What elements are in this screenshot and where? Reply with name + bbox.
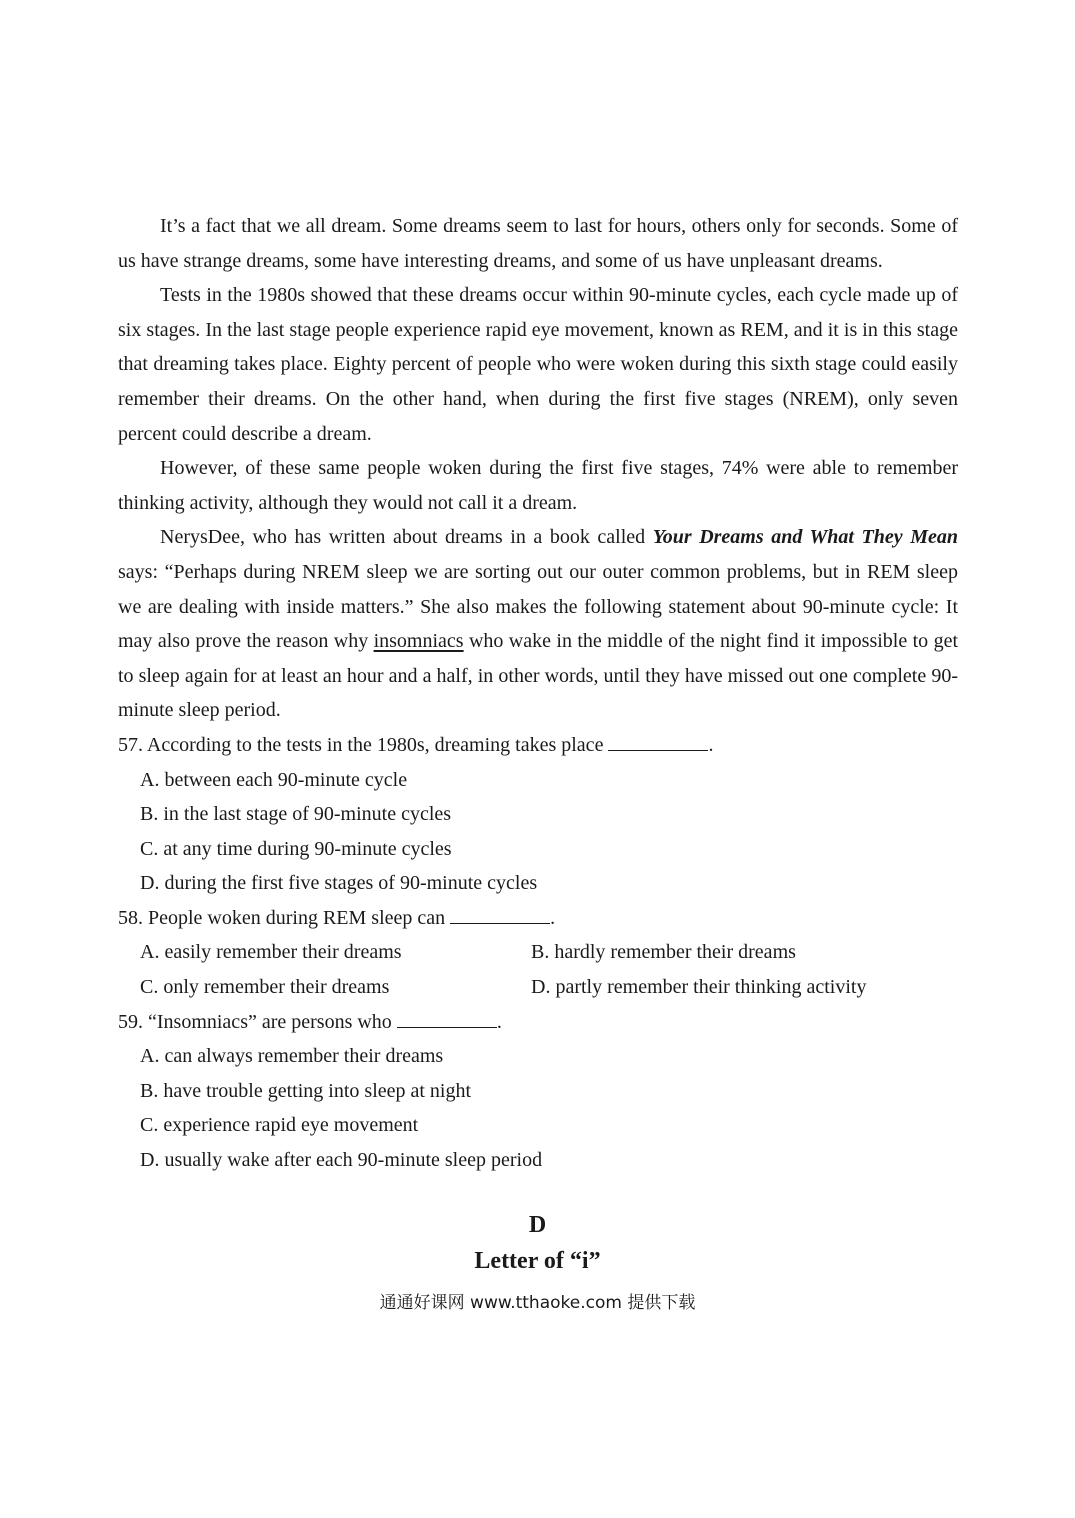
section-title: Letter of “i” [474, 1248, 601, 1274]
question-stem [118, 901, 958, 936]
question-stem [118, 728, 958, 763]
option-d: D. during the first five stages of 90-minute cycles [140, 872, 538, 895]
page-footer: 通通好课网 www.tthaoke.com 提供下载 [379, 1293, 696, 1313]
answer-blank [608, 732, 708, 751]
paragraph-4-part-c: who wake in the middle of the night find it impossible to get to sleep again for at least an hour and a half, in other words, until they have missed out one complete 90-minute sleep period. [118, 630, 959, 722]
book-title: Your Dreams and What They Mean [652, 526, 958, 549]
question-stem [118, 1005, 958, 1040]
question-stem-text: 57. According to the tests in the 1980s, dreaming takes place [118, 733, 604, 756]
question-stem-end: . [550, 906, 556, 929]
option-d: D. partly remember their thinking activity [531, 976, 867, 999]
paragraph-4-part-a: NerysDee, who has written about dreams in a book called [160, 526, 653, 549]
question-57 [118, 728, 958, 901]
option-c: C. experience rapid eye movement [140, 1114, 419, 1137]
option-a: A. easily remember their dreams [140, 941, 402, 964]
answer-blank [397, 1009, 497, 1028]
question-59 [118, 1005, 958, 1178]
section-letter: D [528, 1212, 547, 1238]
option-a: A. can always remember their dreams [140, 1045, 444, 1068]
option-row [140, 970, 958, 1005]
question-stem-text: 59. “Insomniacs” are persons who [118, 1010, 392, 1033]
question-stem-text: 58. People woken during REM sleep can [118, 906, 446, 929]
reading-passage [118, 209, 958, 1178]
option-a: A. between each 90-minute cycle [140, 768, 408, 791]
question-stem-end: . [708, 733, 714, 756]
paragraph-4 [118, 520, 958, 728]
option-b: B. in the last stage of 90-minute cycles [140, 803, 452, 826]
option-d: D. usually wake after each 90-minute sleep period [140, 1149, 543, 1172]
answer-blank [450, 905, 550, 924]
option-b: B. hardly remember their dreams [531, 941, 796, 964]
question-58 [118, 901, 958, 1005]
option-row [140, 935, 958, 970]
option-c: C. at any time during 90-minute cycles [140, 837, 452, 860]
paragraph-1: It’s a fact that we all dream. Some dreams seem to last for hours, others only for seconds. Some of us have strange dreams, some have interesting dreams, and some of us have unpleasant dreams. [118, 215, 958, 272]
option-b: B. have trouble getting into sleep at night [140, 1079, 472, 1102]
paragraph-2: Tests in the 1980s showed that these dreams occur within 90-minute cycles, each cycle made up of six stages. In the last stage people experience rapid eye movement, known as REM, and it is in this stage that dreaming takes place. Eighty percent of people who were woken during this sixth stage could easily remember their dreams. On the other hand, when during the first five stages (NREM), only seven percent could describe a dream. [118, 284, 958, 445]
paragraph-4-part-b: says: “Perhaps during NREM sleep we are sorting out our outer common problems, but in REM sleep we are dealing with inside matters.” She also makes the following statement about 90-minute cycle: It may also prove the reason why [118, 560, 958, 653]
question-stem-end: . [496, 1010, 502, 1033]
option-c: C. only remember their dreams [140, 976, 390, 999]
underlined-word: insomniacs [373, 630, 464, 653]
paragraph-3: However, of these same people woken during the first five stages, 74% were able to remember thinking activity, although they would not call it a dream. [118, 457, 958, 514]
